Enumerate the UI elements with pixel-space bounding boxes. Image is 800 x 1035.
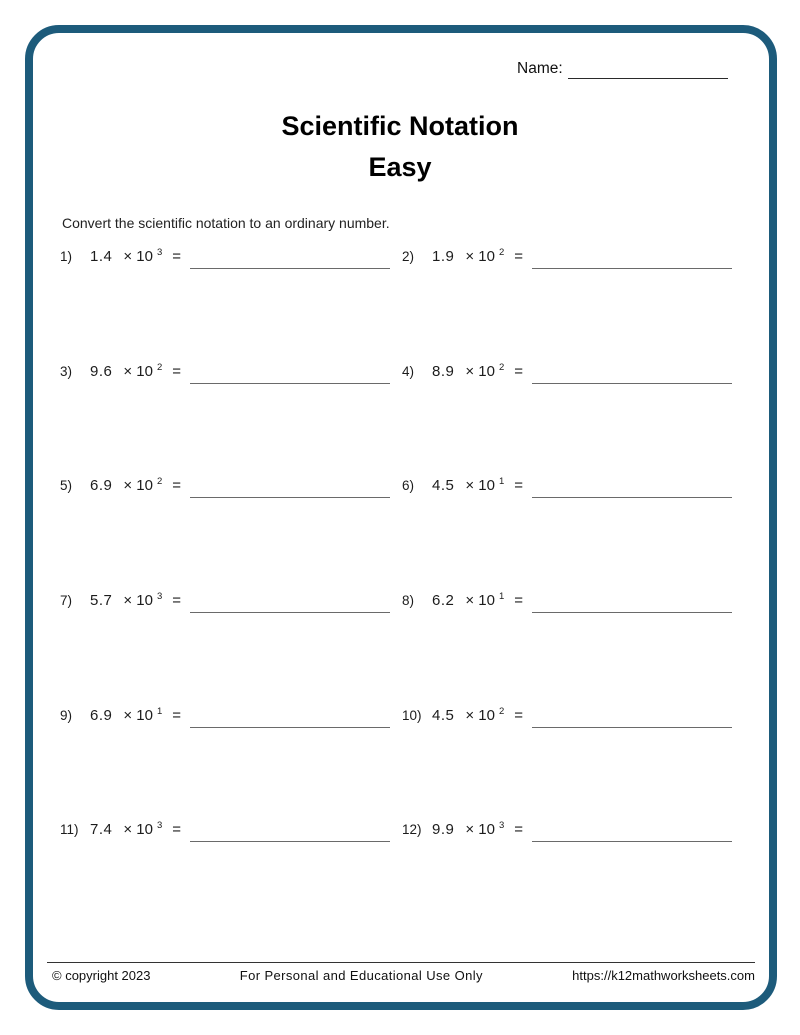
problem-row-5: [60, 477, 390, 499]
problem-number: 5): [60, 478, 73, 494]
problem-coefficient: 9.9: [432, 821, 455, 839]
problem-row-3: [60, 363, 390, 385]
problem-exponent: 3: [498, 820, 505, 832]
problem-number: 7): [60, 593, 73, 609]
problem-multiplier: × 10: [465, 477, 495, 495]
problem-coefficient: 9.6: [90, 362, 113, 380]
problem-exponent: 2: [498, 361, 505, 373]
equals-sign: =: [514, 592, 524, 610]
problem-row-12: [402, 821, 732, 843]
problem-number: 10): [402, 707, 422, 723]
usage-text: For Personal and Educational Use Only: [239, 968, 483, 983]
problem-exponent: 1: [498, 476, 505, 488]
name-line[interactable]: [568, 75, 728, 79]
answer-line-7[interactable]: [190, 609, 390, 613]
equals-sign: =: [172, 821, 182, 839]
problem-exponent: 3: [156, 247, 163, 258]
problem-number: 2): [402, 249, 415, 264]
answer-line-9[interactable]: [190, 724, 390, 728]
footer: [52, 968, 755, 983]
problem-exponent: 1: [156, 705, 163, 717]
problem-number: 11): [60, 822, 79, 838]
problem-coefficient: 4.5: [432, 477, 455, 495]
answer-line-12[interactable]: [532, 838, 732, 842]
name-row: [517, 60, 728, 79]
problem-multiplier: × 10: [123, 362, 153, 380]
answer-line-1[interactable]: [190, 265, 390, 269]
equals-sign: =: [514, 821, 524, 839]
problem-exponent: 2: [156, 476, 163, 488]
equals-sign: =: [514, 248, 524, 265]
equals-sign: =: [172, 592, 182, 610]
problem-number: 6): [402, 478, 415, 494]
equals-sign: =: [514, 706, 524, 724]
problem-row-4: [402, 363, 732, 385]
page-subtitle: Easy: [368, 152, 432, 182]
answer-line-4[interactable]: [532, 380, 732, 384]
problem-exponent: 2: [498, 705, 505, 717]
equals-sign: =: [514, 362, 524, 380]
problem-multiplier: × 10: [465, 362, 495, 380]
problem-row-8: [402, 592, 732, 614]
equals-sign: =: [172, 248, 182, 265]
copyright-text: © copyright 2023: [52, 968, 151, 983]
problem-multiplier: × 10: [123, 477, 153, 495]
page-title: Scientific Notation: [281, 111, 519, 141]
problem-coefficient: 6.2: [432, 592, 455, 610]
problem-exponent: 3: [156, 820, 163, 832]
problem-number: 9): [60, 707, 73, 723]
equals-sign: =: [172, 706, 182, 724]
problem-row-1: [60, 248, 390, 270]
equals-sign: =: [172, 362, 182, 380]
problem-coefficient: 4.5: [432, 706, 455, 724]
problem-row-11: [60, 821, 390, 843]
problem-exponent: 3: [156, 591, 163, 603]
problem-number: 12): [402, 822, 422, 838]
name-label: Name:: [517, 60, 563, 77]
problem-coefficient: 8.9: [432, 362, 455, 380]
answer-line-8[interactable]: [532, 609, 732, 613]
problem-number: 8): [402, 593, 415, 609]
problem-multiplier: × 10: [123, 706, 153, 724]
problem-coefficient: 6.9: [90, 706, 113, 724]
problem-coefficient: 7.4: [90, 821, 113, 839]
problem-multiplier: × 10: [465, 706, 495, 724]
problem-row-6: [402, 477, 732, 499]
instructions-text: Convert the scientific notation to an ordinary number.: [62, 215, 390, 231]
problem-coefficient: 1.9: [432, 248, 455, 265]
answer-line-2[interactable]: [532, 265, 732, 269]
problem-row-10: [402, 707, 732, 729]
problem-number: 3): [60, 363, 73, 379]
problem-row-9: [60, 707, 390, 729]
problem-multiplier: × 10: [465, 592, 495, 610]
answer-line-6[interactable]: [532, 494, 732, 498]
problem-exponent: 2: [498, 247, 505, 258]
problem-multiplier: × 10: [465, 821, 495, 839]
problem-row-2: [402, 248, 732, 270]
equals-sign: =: [172, 477, 182, 495]
answer-line-5[interactable]: [190, 494, 390, 498]
problem-coefficient: 5.7: [90, 592, 113, 610]
problems-grid: [60, 248, 732, 936]
problem-number: 1): [60, 249, 73, 264]
problem-coefficient: 1.4: [90, 248, 113, 265]
problem-multiplier: × 10: [123, 821, 153, 839]
problem-number: 4): [402, 363, 415, 379]
title-block: [0, 106, 800, 188]
answer-line-10[interactable]: [532, 724, 732, 728]
problem-coefficient: 6.9: [90, 477, 113, 495]
problem-multiplier: × 10: [123, 592, 153, 610]
problem-exponent: 1: [498, 591, 505, 603]
problem-exponent: 2: [156, 361, 163, 373]
footer-divider: [47, 962, 755, 963]
website-url: https://k12mathworksheets.com: [572, 968, 755, 983]
equals-sign: =: [514, 477, 524, 495]
problem-multiplier: × 10: [465, 248, 495, 265]
problem-row-7: [60, 592, 390, 614]
answer-line-3[interactable]: [190, 380, 390, 384]
answer-line-11[interactable]: [190, 838, 390, 842]
problem-multiplier: × 10: [123, 248, 153, 265]
